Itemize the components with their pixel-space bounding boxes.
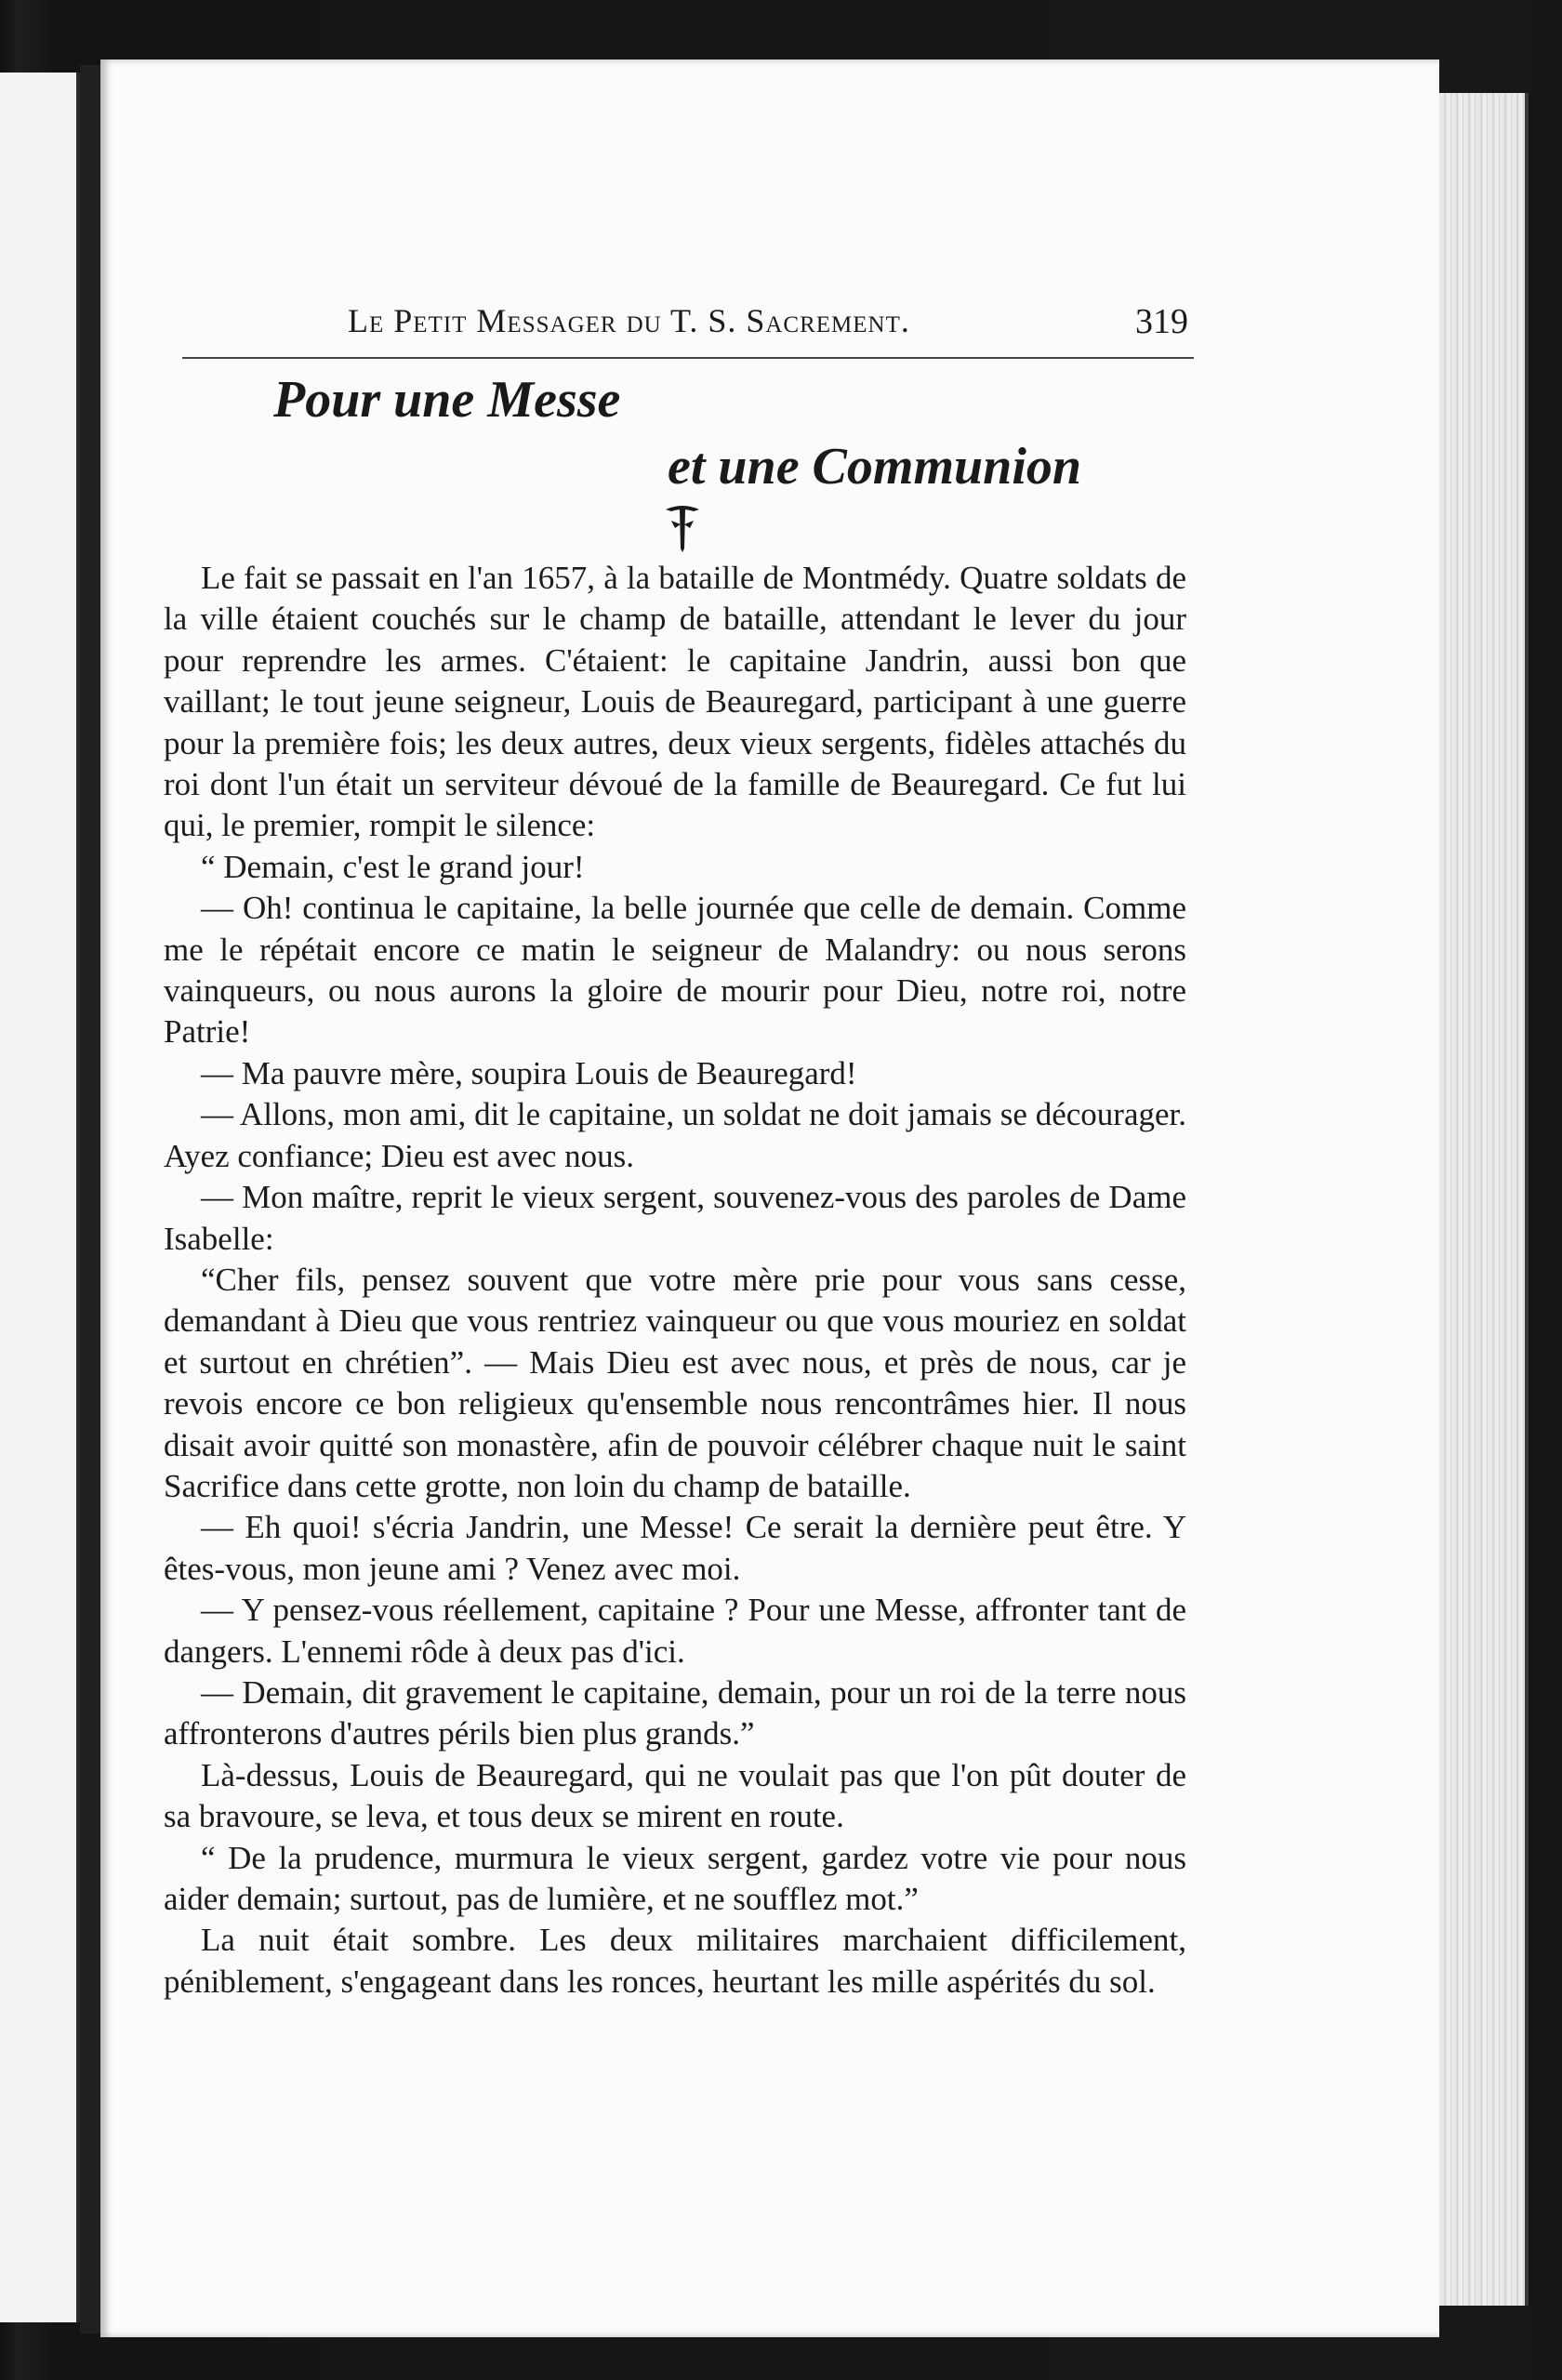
book-gutter [80, 65, 100, 2334]
page-number: 319 [1135, 302, 1188, 341]
facing-page-edge [0, 73, 80, 2322]
running-header [182, 299, 1194, 359]
article-body [164, 558, 1186, 2003]
running-title: Le Petit Messager du T. S. Sacrement. [348, 302, 910, 339]
page-stack-edges [1439, 93, 1529, 2306]
paragraph: Le fait se passait en l'an 1657, à la bataille de Montmédy. Quatre soldats de la ville étaient couchés sur le champ de bataille, attendant le lever du jour pour reprendre les armes. C'étaient: le capitaine Jandrin, aussi bon que vaillant; le tout jeune seigneur, Louis de Beauregard, participant à une guerre pour la première fois; les deux autres, deux vieux sergents, fidèles attachés du roi dont l'un était un serviteur dévoué de la famille de Beauregard. Ce fut lui qui, le premier, rompit le silence: [164, 560, 1186, 844]
paragraph: “ De la prudence, murmura le vieux sergent, gardez votre vie pour nous aider demain; surtout, pas de lumière, et ne soufflez mot.” [164, 1839, 1186, 1917]
paragraph: — Y pensez-vous réellement, capitaine ? Pour une Messe, affronter tant de dangers. L'ennemi rôde à deux pas d'ici. [164, 1592, 1186, 1670]
paragraph: “Cher fils, pensez souvent que votre mère prie pour vous sans cesse, demandant à Dieu que vous rentriez vainqueur ou que vous mouriez en soldat et surtout en chrétien”. — Mais Dieu est avec nous, et près de nous, car je revois encore ce bon religieux qu'ensemble nous rencontrâmes hier. Il nous disait avoir quitté son monastère, afin de pouvoir célébrer chaque nuit le saint Sacrifice dans cette grotte, non loin du champ de bataille. [164, 1261, 1186, 1504]
paragraph: Là-dessus, Louis de Beauregard, qui ne voulait pas que l'on pût douter de sa bravoure, se leva, et tous deux se mirent en route. [164, 1756, 1186, 1835]
paragraph: — Oh! continua le capitaine, la belle journée que celle de demain. Comme me le répétait encore ce matin le seigneur de Malandry: ou nous serons vainqueurs, ou nous aurons la gloire de mourir pour Dieu, notre roi, notre Patrie! [164, 890, 1186, 1051]
article-title-line-1: Pour une Messe [273, 371, 621, 429]
paragraph: “ Demain, c'est le grand jour! [201, 848, 585, 885]
paragraph: La nuit était sombre. Les deux militaires marchaient difficilement, péniblement, s'engageant dans les ronces, heurtant les mille aspérités du sol. [164, 1922, 1186, 2000]
cross-ornament-icon [662, 500, 703, 552]
paragraph: — Demain, dit gravement le capitaine, demain, pour un roi de la terre nous affronterons d'autres périls bien plus grands.” [164, 1673, 1186, 1752]
paragraph: — Ma pauvre mère, soupira Louis de Beauregard! [201, 1054, 857, 1091]
paragraph: — Allons, mon ami, dit le capitaine, un soldat ne doit jamais se décourager. Ayez confiance; Dieu est avec nous. [164, 1096, 1186, 1174]
article-title-line-2: et une Communion [668, 438, 1082, 496]
scan-border [1529, 0, 1562, 2380]
paragraph: — Eh quoi! s'écria Jandrin, une Messe! Ce serait la dernière peut être. Y êtes-vous, mon jeune ami ? Venez avec moi. [164, 1509, 1186, 1587]
paragraph: — Mon maître, reprit le vieux sergent, souvenez-vous des paroles de Dame Isabelle: [164, 1179, 1186, 1257]
